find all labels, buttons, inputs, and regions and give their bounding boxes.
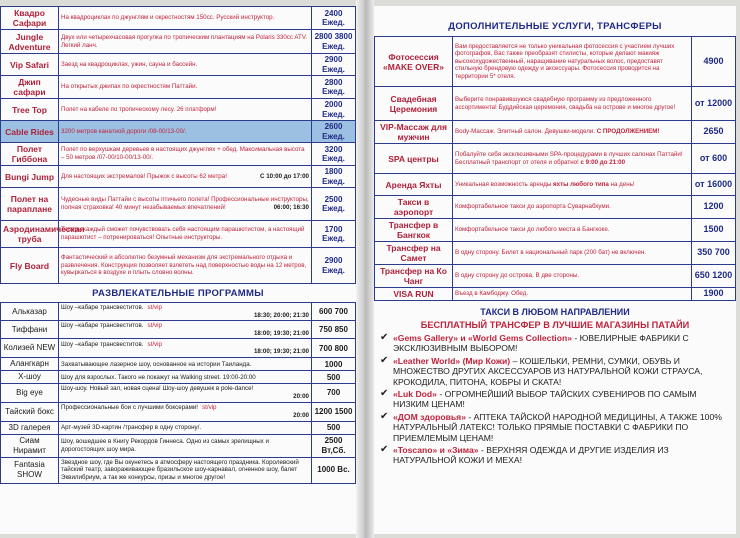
tour-row[interactable] bbox=[1, 166, 356, 188]
show-desc bbox=[59, 384, 312, 402]
show-price: 1000 bbox=[312, 358, 356, 371]
tour-desc bbox=[59, 30, 312, 54]
service-price: 4900 bbox=[692, 37, 736, 87]
show-price: 500 bbox=[312, 371, 356, 384]
show-tag: st/vip bbox=[202, 403, 217, 411]
tour-desc bbox=[59, 143, 312, 166]
tour-desc bbox=[59, 99, 312, 121]
service-name: Трансфер на Самет bbox=[375, 242, 453, 265]
book-gutter bbox=[356, 0, 374, 538]
service-row[interactable] bbox=[375, 174, 736, 196]
shops-list bbox=[374, 333, 736, 466]
free-transfer-heading: БЕСПЛАТНЫЙ ТРАНСФЕР В ЛУЧШИЕ МАГАЗИНЫ ПАТАЙИ bbox=[420, 320, 690, 330]
service-desc-text: В одну сторону до острова. В две стороны. bbox=[455, 272, 580, 280]
check-icon: ✔ bbox=[380, 354, 389, 366]
tour-desc-text: Для настоящих экстремалов! Прыжок с высоты 62 метра! bbox=[61, 172, 227, 180]
show-price: 1200 1500 bbox=[312, 402, 356, 421]
show-time: 18:30; 20:00; 21:30 bbox=[253, 311, 309, 319]
tour-row[interactable] bbox=[1, 54, 356, 76]
tour-name: Fly Board bbox=[1, 248, 59, 284]
show-desc bbox=[59, 321, 312, 339]
show-desc bbox=[59, 303, 312, 321]
service-name: Аренда Яхты bbox=[375, 174, 453, 196]
show-name: Сиам Нирамит bbox=[1, 434, 59, 457]
services-table bbox=[374, 36, 736, 301]
tour-row[interactable] bbox=[1, 221, 356, 248]
service-price: от 12000 bbox=[692, 87, 736, 121]
show-price: 700 800 bbox=[312, 339, 356, 358]
service-price: от 16000 bbox=[692, 174, 736, 196]
service-desc-text: Вам предоставляется не только уникальная фотосессия с участием лучших фотографов, Вас также преобразят стилисты, которые делают макияж высокохудожественный, наращивание натуральных волос, предоставят стильную брендовую одежду и аксессуары. Фотосессия проводится на территории 5* отеля. bbox=[455, 42, 675, 80]
tour-row[interactable] bbox=[1, 188, 356, 221]
tour-desc-text: Полет на кабеле по тропическому лесу. 26 платформ! bbox=[61, 105, 217, 113]
show-name: Fantasia SHOW bbox=[1, 457, 59, 483]
service-desc-text: Body-Массаж. Элитный салон. Девушки-модели. bbox=[455, 128, 595, 136]
service-desc-text: Комфортабельное такси до любого места в Бангкоке. bbox=[455, 226, 610, 234]
show-time: 18:00; 19:30; 21:00 bbox=[253, 329, 309, 337]
shop-name: «Leather World» (Мир Кожи) bbox=[393, 355, 511, 366]
service-name: Фотосессия «MAKE OVER» bbox=[375, 37, 453, 87]
tour-price: 2900 Ежед. bbox=[312, 248, 356, 284]
service-desc-tail: на день! bbox=[610, 180, 635, 188]
service-price: 350 700 bbox=[692, 242, 736, 265]
show-price: 500 bbox=[312, 421, 356, 434]
shop-item bbox=[380, 356, 732, 387]
service-row[interactable] bbox=[375, 144, 736, 174]
shop-name: «Luk Dod» bbox=[393, 389, 437, 400]
right-page bbox=[374, 6, 736, 534]
show-desc bbox=[59, 371, 312, 384]
services-title: ДОПОЛНИТЕЛЬНЫЕ УСЛУГИ, ТРАНСФЕРЫ bbox=[448, 21, 662, 32]
tour-price: 2900 Ежед. bbox=[312, 54, 356, 76]
show-row[interactable] bbox=[1, 457, 356, 483]
tour-desc-text: Двух или четырехчасовая прогулка по тропическим плантациям на Polaris 330cc ATV. Легкий ланч. bbox=[61, 33, 308, 49]
show-row[interactable] bbox=[1, 358, 356, 371]
show-name: Тайский бокс bbox=[1, 402, 59, 421]
tour-row[interactable] bbox=[1, 30, 356, 54]
service-desc-text: Побалуйте себя эксклюзивными SPA-процедурами в лучших салонах Паттайи! Бесплатный транспорт от отеля и обратно! bbox=[455, 150, 683, 166]
service-desc-text: Въезд в Камбоджу. Обед. bbox=[455, 290, 529, 298]
tour-desc bbox=[59, 7, 312, 30]
service-desc bbox=[453, 37, 692, 87]
tour-desc bbox=[59, 121, 312, 143]
tour-price: 2400 Ежед. bbox=[312, 7, 356, 30]
show-row[interactable] bbox=[1, 371, 356, 384]
service-name: Такси в аэропорт bbox=[375, 196, 453, 219]
service-price: 1500 bbox=[692, 219, 736, 242]
show-row[interactable] bbox=[1, 303, 356, 321]
tour-price: 2800 Ежед. bbox=[312, 76, 356, 99]
tours-table bbox=[0, 6, 356, 284]
tour-desc-text: На открытых джипах по окрестностям Паттайи. bbox=[61, 83, 198, 91]
tour-desc bbox=[59, 54, 312, 76]
check-icon: ✔ bbox=[380, 410, 389, 422]
service-name: VISA RUN bbox=[375, 288, 453, 301]
show-desc-text: Шоу –кабаре трансвеститов. bbox=[61, 304, 144, 311]
service-price: 2650 bbox=[692, 121, 736, 144]
tour-name: Vip Safari bbox=[1, 54, 59, 76]
show-price: 1000 Вс. bbox=[312, 457, 356, 483]
tour-price: 2600 Ежед. bbox=[312, 121, 356, 143]
check-icon: ✔ bbox=[380, 332, 389, 343]
show-row[interactable] bbox=[1, 321, 356, 339]
show-price: 750 850 bbox=[312, 321, 356, 339]
check-icon: ✔ bbox=[380, 388, 389, 400]
service-row[interactable] bbox=[375, 196, 736, 219]
shop-item bbox=[380, 412, 732, 443]
tour-desc-text: Заезд на квадроциклах, ужин, сауна и бассейн. bbox=[61, 60, 198, 68]
taxi-heading: ТАКСИ В ЛЮБОМ НАПРАВЛЕНИИ bbox=[480, 307, 630, 317]
shop-item bbox=[380, 333, 732, 354]
service-row[interactable] bbox=[375, 37, 736, 87]
show-row[interactable] bbox=[1, 421, 356, 434]
tour-row[interactable] bbox=[1, 121, 356, 143]
shop-name: «Toscano» и «Зима» bbox=[393, 445, 479, 456]
tour-price: 2800 3800 Ежед. bbox=[312, 30, 356, 54]
service-desc-bold: яхты любого типа bbox=[553, 180, 609, 188]
tour-price: 2000 Ежед. bbox=[312, 99, 356, 121]
service-name: VIP-Массаж для мужчин bbox=[375, 121, 453, 144]
tour-price: 3200 Ежед. bbox=[312, 143, 356, 166]
entertainment-table bbox=[0, 284, 356, 484]
tour-desc-text: Чудесные виды Паттайи с высоты птичьего полета! Профессиональные инструкторы, полная страховка! 40 минут незабываемых впечатлений! bbox=[61, 196, 309, 211]
service-row[interactable] bbox=[375, 288, 736, 301]
service-desc-text: Уникальная возможность аренды bbox=[455, 180, 552, 188]
show-time: 18:00; 19:30; 21:00 bbox=[253, 348, 309, 356]
show-name: Колизей NEW bbox=[1, 339, 59, 358]
service-desc bbox=[453, 265, 692, 288]
service-row[interactable] bbox=[375, 242, 736, 265]
service-name: Трансфер в Бангкок bbox=[375, 219, 453, 242]
service-desc bbox=[453, 196, 692, 219]
show-row[interactable] bbox=[1, 339, 356, 358]
service-row[interactable] bbox=[375, 121, 736, 144]
tour-desc bbox=[59, 248, 312, 284]
tour-name: Cable Rides bbox=[1, 121, 59, 143]
service-price: 1900 bbox=[692, 288, 736, 301]
show-price: 700 bbox=[312, 384, 356, 402]
show-desc-text: Арт-музей 3D-картин /трансфер в одну сторону/. bbox=[61, 423, 202, 431]
show-desc-text: Шоу –кабаре трансвеститов. bbox=[61, 322, 144, 330]
show-name: 3D галерея bbox=[1, 421, 59, 434]
tour-name: Jungle Adventure bbox=[1, 30, 59, 54]
show-desc-text: Шоу –кабаре трансвеститов. bbox=[61, 340, 144, 348]
show-desc-text: Шоу для взрослых. Такого не покажут на Walking street. 19:00-20:00 bbox=[61, 373, 256, 381]
show-row[interactable] bbox=[1, 384, 356, 402]
check-icon: ✔ bbox=[380, 444, 389, 456]
service-desc-text: Комфортабельное такси до аэропорта Суварнабхуми. bbox=[455, 203, 611, 211]
tour-name: Джип сафари bbox=[1, 76, 59, 99]
show-desc-text: Шоу-шоу. Новый зал, новая сцена! Шоу-шоу девушек в pole-dance! bbox=[61, 385, 254, 393]
show-desc bbox=[59, 421, 312, 434]
tour-name: Полет Гиббона bbox=[1, 143, 59, 166]
shop-name: «Gems Gallery» и «World Gems Collection» bbox=[393, 333, 572, 343]
shop-text: - ВЕРХНЯЯ ОДЕЖДА И ДРУГИЕ ИЗДЕЛИЯ ИЗ НАТУРАЛЬНОЙ КОЖИ И МЕХА! bbox=[393, 445, 669, 466]
tour-time: 06:00; 16:30 bbox=[273, 204, 309, 211]
show-desc bbox=[59, 339, 312, 358]
show-desc-text: Захватывающее лазерное шоу, основанное на истории Таиланда. bbox=[61, 360, 252, 368]
shop-text: - ЮВЕЛИРНЫЕ ФАБРИКИ С ЭКСКЛЮЗИВНЫМ ВЫБОРОМ! bbox=[393, 333, 689, 354]
tour-row[interactable] bbox=[1, 7, 356, 30]
service-name: SPA центры bbox=[375, 144, 453, 174]
service-row[interactable] bbox=[375, 87, 736, 121]
tour-desc-text: Полет по верхушкам деревьев в настоящих джунглях + обед. Максимальная высота – 50 метров /07-00/10-00/13-00/. bbox=[61, 146, 305, 161]
tour-desc bbox=[59, 166, 312, 188]
service-desc bbox=[453, 87, 692, 121]
tour-desc-text: Теперь каждый сможет почувствовать себя настоящим парашютистом, а настоящий парашютист – потренироваться! Опытные инструкторы. bbox=[61, 226, 305, 241]
tour-desc-text: Фантастический и абсолютно безумный механизм для экстремального отдыха и развлечения. Конструкция позволяет взлететь над поверхностью воды на 12 метров, кувыркаться в воздухе и плыть словно волны. bbox=[61, 254, 307, 277]
show-time: 20:00 bbox=[293, 392, 309, 400]
show-desc bbox=[59, 402, 312, 421]
show-name: Алангкарн bbox=[1, 358, 59, 371]
tour-price: 2500 Ежед. bbox=[312, 188, 356, 221]
show-desc bbox=[59, 434, 312, 457]
show-name: Х-шоу bbox=[1, 371, 59, 384]
show-tag: st/vip bbox=[147, 340, 162, 348]
tour-row[interactable] bbox=[1, 99, 356, 121]
show-row[interactable] bbox=[1, 434, 356, 457]
show-tag: st/vip bbox=[147, 322, 162, 330]
show-time: 20:00 bbox=[293, 411, 309, 419]
show-row[interactable] bbox=[1, 402, 356, 421]
service-name: Трансфер на Ко Чанг bbox=[375, 265, 453, 288]
show-price: 2500 Вт,Сб. bbox=[312, 434, 356, 457]
tour-desc-text: На квадроциклах по джунглям и окрестностям 150сс. Русский инструктор. bbox=[61, 14, 275, 22]
show-price: 600 700 bbox=[312, 303, 356, 321]
service-desc bbox=[453, 144, 692, 174]
tour-time: С 10:00 до 17:00 bbox=[260, 172, 309, 180]
shop-text: – КОШЕЛЬКИ, РЕМНИ, СУМКИ, ОБУВЬ И МНОЖЕСТВО ДРУГИХ АКСЕССУАРОВ ИЗ НАТУРАЛЬНОЙ КОЖИ СТРАУСА, КРОКОДИЛА, ПИТОНА, КОБРЫ И СКАТА! bbox=[393, 355, 703, 387]
tour-price: 1700 Ежед. bbox=[312, 221, 356, 248]
tour-desc bbox=[59, 76, 312, 99]
tour-price: 1800 Ежед. bbox=[312, 166, 356, 188]
show-desc bbox=[59, 457, 312, 483]
show-tag: st/vip bbox=[147, 304, 162, 311]
service-desc bbox=[453, 174, 692, 196]
service-desc bbox=[453, 242, 692, 265]
service-desc bbox=[453, 219, 692, 242]
shop-text: - ОГРОМНЕЙШИЙ ВЫБОР ТАЙСКИХ СУВЕНИРОВ ПО САМЫМ НИЗКИМ ЦЕНАМ! bbox=[393, 389, 697, 410]
tour-row[interactable] bbox=[1, 248, 356, 284]
tour-name: Аэродинамическая труба bbox=[1, 221, 59, 248]
show-desc bbox=[59, 358, 312, 371]
show-desc-text: Шоу, вошедшее в Книгу Рекордов Гиннеса. Одно из самых зрелищных и дорогостоящих шоу мира. bbox=[61, 437, 269, 453]
show-name: Big eye bbox=[1, 384, 59, 402]
service-desc-text: В одну сторону. Билет в национальный парк (200 бат) не включен. bbox=[455, 249, 647, 257]
entertainment-title: РАЗВЛЕКАТЕЛЬНЫЕ ПРОГРАММЫ bbox=[92, 288, 264, 299]
service-price: от 600 bbox=[692, 144, 736, 174]
tour-desc-text: 3200 метров канатной дороги /08-00/13-00/. bbox=[61, 127, 187, 135]
show-name: Тиффани bbox=[1, 321, 59, 339]
tour-row[interactable] bbox=[1, 76, 356, 99]
shop-item bbox=[380, 445, 732, 466]
shop-text: - АПТЕКА ТАЙСКОЙ НАРОДНОЙ МЕДИЦИНЫ, А ТАКЖЕ 100% НАТУРАЛЬНЫЙ ЛАТЕКС! ТОЛЬКО ПРЯМЫЕ ПОСТАВКИ С ФАБРИКИ ПО ПРИЕМЛЕМЫМ ЦЕНАМ! bbox=[393, 411, 722, 443]
tour-name: Полет на параплане bbox=[1, 188, 59, 221]
show-desc-text: Профессиональные бои с лучшими боксерами! bbox=[61, 403, 199, 411]
service-price: 650 1200 bbox=[692, 265, 736, 288]
tour-name: Квадро Сафари bbox=[1, 7, 59, 30]
service-desc bbox=[453, 288, 692, 301]
service-desc-text: Выберите понравившуюся свадебную программу из предложенного ассортимента! Буддийская церемония, свадьба на острове и многое другое! bbox=[455, 95, 676, 111]
service-name: Свадебная Церемония bbox=[375, 87, 453, 121]
service-price: 1200 bbox=[692, 196, 736, 219]
service-desc bbox=[453, 121, 692, 144]
service-row[interactable] bbox=[375, 265, 736, 288]
service-row[interactable] bbox=[375, 219, 736, 242]
left-page bbox=[0, 6, 356, 534]
service-desc-bold: С ПРОДОЛЖЕНИЕМ! bbox=[596, 128, 660, 136]
tour-name: Bungi Jump bbox=[1, 166, 59, 188]
tour-desc bbox=[59, 188, 312, 221]
show-name: Альказар bbox=[1, 303, 59, 321]
shop-item bbox=[380, 389, 732, 410]
tour-desc bbox=[59, 221, 312, 248]
service-desc-bold: с 9:00 до 21:00 bbox=[580, 158, 626, 166]
show-desc-text: Звездное шоу, где Вы окунетесь в атмосферу настоящего праздника. Королевский тайский театр, завораживающее бразильское шоу-карнавал, огненное шоу, балет Эквилибриум, а так же конкурсы, призы и многое другое! bbox=[61, 458, 299, 481]
shop-name: «ДОМ здоровья» bbox=[393, 411, 466, 422]
tour-name: Tree Top bbox=[1, 99, 59, 121]
tour-row[interactable] bbox=[1, 143, 356, 166]
